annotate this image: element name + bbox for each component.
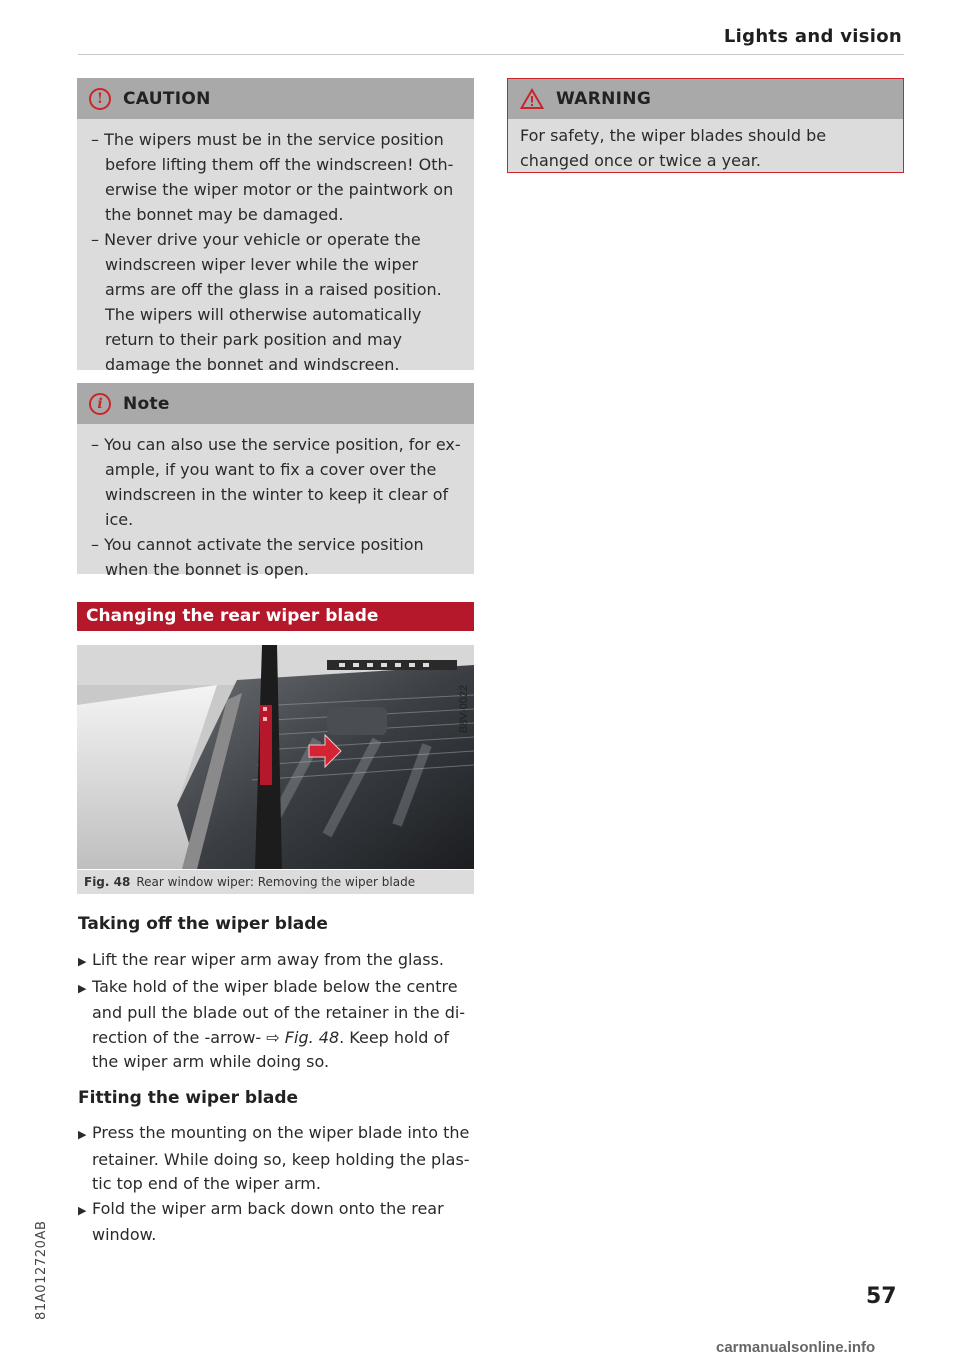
note-header (77, 383, 474, 424)
step-item (78, 948, 478, 975)
note-title: Note (123, 393, 170, 414)
step-text: Press the mounting on the wiper blade into the retainer. While doing so, keep holding the plas-tic top end of the wiper arm. (92, 1123, 470, 1193)
watermark: carmanualsonline.info (716, 1339, 876, 1356)
step-triangle-icon: ▶ (78, 1203, 87, 1217)
step-triangle-icon: ▶ (78, 955, 87, 968)
rear-wiper-illustration (77, 645, 474, 869)
figure-caption-text: Rear window wiper: Removing the wiper blade (136, 875, 416, 889)
warning-title: WARNING (556, 89, 652, 109)
step-text: Take hold of the wiper blade below the centre and pull the blade out of the retainer in the di-rection of the -arrow- (92, 976, 466, 1047)
caution-exclamation-icon: ! (89, 88, 111, 110)
right-column (507, 78, 904, 173)
figure-rear-wiper (77, 645, 474, 869)
heading-taking-off: Taking off the wiper blade (78, 914, 328, 934)
step-text: . Keep hold of the wiper arm while doing so. (92, 1027, 449, 1071)
step-text: Fold the wiper arm back down onto the rear window. (92, 1198, 444, 1244)
step-item (78, 1121, 478, 1197)
caution-title: CAUTION (123, 88, 211, 109)
document-code: 81A012720AB (34, 1220, 49, 1320)
warning-header (508, 79, 903, 119)
taking-off-steps (78, 948, 478, 1075)
warning-triangle-icon (520, 88, 544, 110)
fitting-steps (78, 1121, 478, 1248)
caution-header (77, 78, 474, 119)
info-icon: i (89, 393, 111, 415)
warning-box (507, 78, 904, 173)
left-column (77, 78, 474, 579)
note-item: – You can also use the service position, for ex-ample, if you want to fix a cover over the windscreen in the winter to keep it clear of ice. (91, 435, 461, 529)
note-item: – You cannot activate the service position when the bonnet is open. (91, 535, 424, 579)
step-triangle-icon: ▶ (78, 981, 87, 995)
step-text: Lift the rear wiper arm away from the glass. (92, 950, 444, 969)
page-header (78, 24, 904, 55)
heading-fitting: Fitting the wiper blade (78, 1088, 299, 1108)
note-box (77, 383, 474, 579)
page-number: 57 (866, 1284, 897, 1309)
caution-item: – The wipers must be in the service position before lifting them off the windscreen! Oth-erwise the wiper motor or the paintwork on the bonnet may be damaged. (91, 130, 454, 224)
section-title: Changing the rear wiper blade (77, 602, 474, 631)
caution-body (77, 119, 474, 386)
figure-label: Fig. 48 (84, 875, 131, 889)
figure-code: B8V-0022 (458, 684, 470, 734)
header-title: Lights and vision (723, 26, 902, 47)
caution-item: – Never drive your vehicle or operate the windscreen wiper lever while the wiper arms are off the glass in a raised position. The wipers will otherwise automatically return to their park position and may damage the bonnet and windscreen. (91, 230, 442, 374)
figure-reference-link[interactable]: ⇨ Fig. 48 (266, 1027, 340, 1047)
caution-box (77, 78, 474, 374)
figure-caption (77, 870, 474, 894)
step-item (78, 1197, 478, 1248)
warning-text: For safety, the wiper blades should be changed once or twice a year. (520, 126, 827, 170)
note-body (77, 424, 474, 591)
step-triangle-icon: ▶ (78, 1128, 87, 1141)
step-item (78, 975, 478, 1075)
